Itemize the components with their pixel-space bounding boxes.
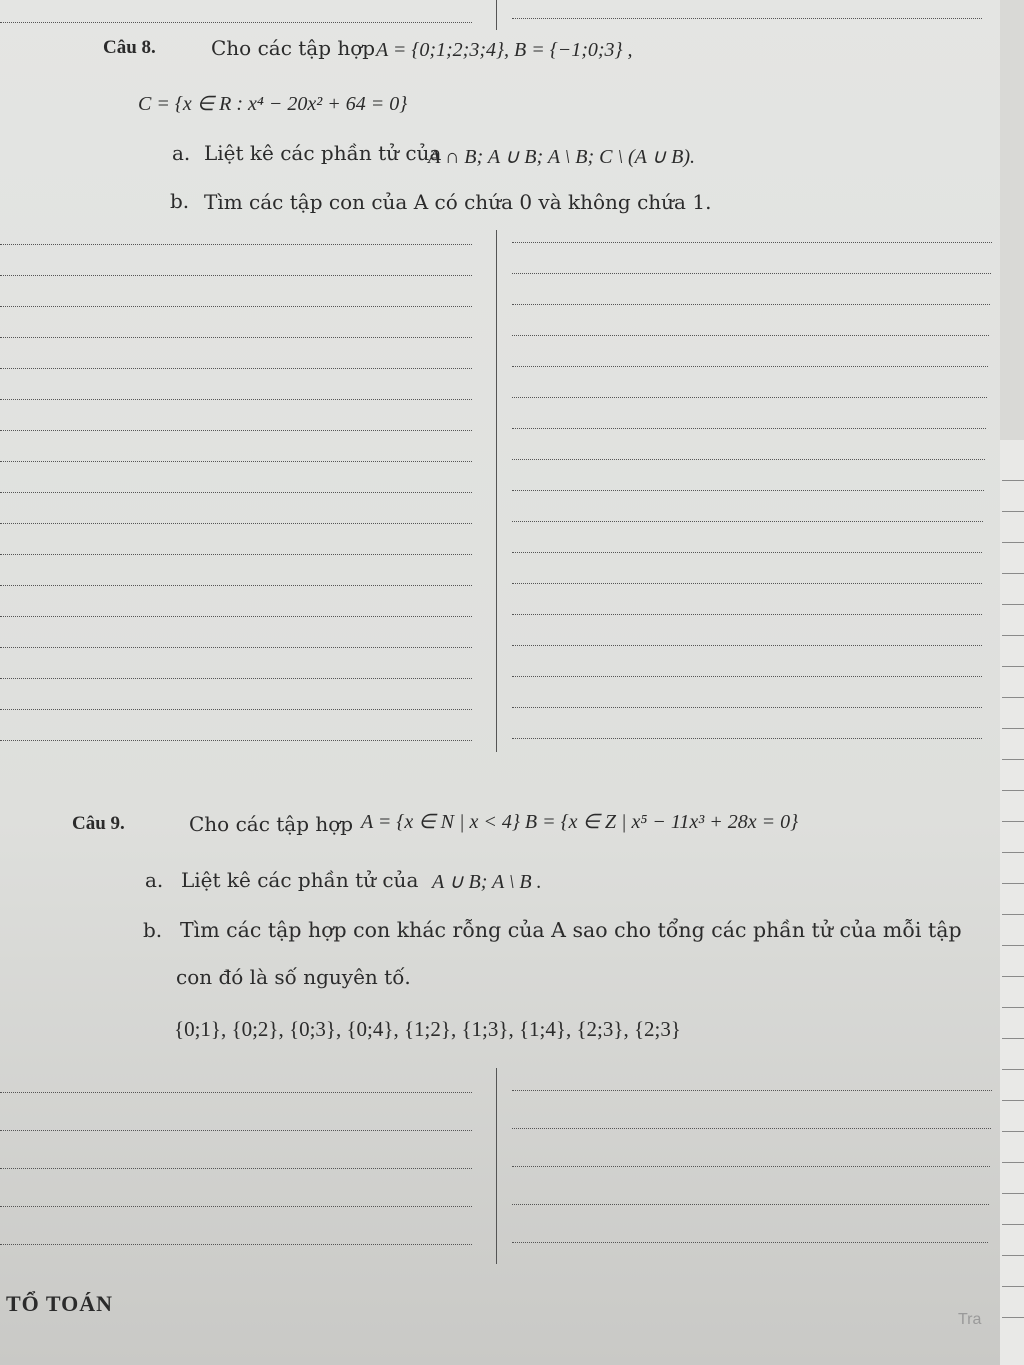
q8-line-left-8	[0, 492, 472, 493]
q9-sets: A = {x ∈ N | x < 4} B = {x ∈ Z | x⁵ − 11x³ + 28x = 0}	[361, 811, 799, 833]
q8-line-left-4	[0, 368, 472, 369]
q8-line-right-14	[512, 676, 982, 677]
q8-line-left-5	[0, 399, 472, 400]
q8-line-right-13	[512, 645, 982, 646]
q8-line-left-10	[0, 554, 472, 555]
q8-line-left-9	[0, 523, 472, 524]
edge-line-26	[1002, 1286, 1024, 1287]
q8-a-math: A ∩ B; A ∪ B; A \ B; C \ (A ∪ B).	[428, 146, 696, 168]
q8-b-marker: b.	[170, 189, 190, 213]
footer-department: TỔ TOÁN	[6, 1291, 114, 1316]
q8-line-left-2	[0, 306, 472, 307]
q9-intro: Cho các tập hợp	[189, 812, 354, 836]
edge-line-23	[1002, 1193, 1024, 1194]
q8-line-left-0	[0, 244, 472, 245]
q8-sets-ab: A = {0;1;2;3;4}, B = {−1;0;3} ,	[376, 39, 633, 61]
edge-line-5	[1002, 635, 1024, 636]
q9-b-text-line2: con đó là số nguyên tố.	[176, 965, 411, 989]
edge-line-21	[1002, 1131, 1024, 1132]
q9-b-text-line1: Tìm các tập hợp con khác rỗng của A sao cho tổng các phần tử của mỗi tập	[180, 918, 962, 942]
edge-line-14	[1002, 914, 1024, 915]
edge-line-25	[1002, 1255, 1024, 1256]
q9-a-marker: a.	[145, 868, 164, 892]
q9-line-left-2	[0, 1168, 472, 1169]
top-rule-left	[0, 22, 472, 23]
edge-line-18	[1002, 1038, 1024, 1039]
q8-line-right-4	[512, 366, 988, 367]
q8-line-left-12	[0, 616, 472, 617]
q8-line-right-15	[512, 707, 982, 708]
edge-line-16	[1002, 976, 1024, 977]
edge-line-2	[1002, 542, 1024, 543]
q8-line-left-16	[0, 740, 472, 741]
q8-intro: Cho các tập hợp	[211, 36, 376, 60]
edge-line-20	[1002, 1100, 1024, 1101]
q8-line-right-7	[512, 459, 985, 460]
q9-line-left-1	[0, 1130, 472, 1131]
q8-line-left-14	[0, 678, 472, 679]
underlying-page-edge	[1000, 440, 1024, 1365]
q8-a-text: Liệt kê các phần tử của	[204, 141, 442, 165]
q8-a-marker: a.	[172, 141, 191, 165]
q9-line-left-4	[0, 1244, 472, 1245]
edge-line-8	[1002, 728, 1024, 729]
q9-line-right-2	[512, 1166, 990, 1167]
q9-b-marker: b.	[143, 918, 163, 942]
edge-line-4	[1002, 604, 1024, 605]
q8-line-left-13	[0, 647, 472, 648]
edge-line-6	[1002, 666, 1024, 667]
edge-line-11	[1002, 821, 1024, 822]
edge-line-24	[1002, 1224, 1024, 1225]
q8-line-right-16	[512, 738, 982, 739]
q8-line-right-8	[512, 490, 984, 491]
q8-set-c: C = {x ∈ R : x⁴ − 20x² + 64 = 0}	[138, 93, 408, 115]
q9-column-divider	[496, 1068, 497, 1264]
q8-b-text: Tìm các tập con của A có chứa 0 và không chứa 1.	[204, 190, 712, 214]
q8-line-left-15	[0, 709, 472, 710]
edge-line-9	[1002, 759, 1024, 760]
q8-column-divider	[496, 230, 497, 752]
q9-a-text: Liệt kê các phần tử của	[181, 868, 419, 892]
q9-line-right-3	[512, 1204, 989, 1205]
edge-line-15	[1002, 945, 1024, 946]
q8-line-right-0	[512, 242, 992, 243]
edge-line-7	[1002, 697, 1024, 698]
edge-line-10	[1002, 790, 1024, 791]
q9-handwritten-answer: {0;1}, {0;2}, {0;3}, {0;4}, {1;2}, {1;3}, {1;4}, {2;3}, {2;3}	[174, 1017, 681, 1041]
q8-line-left-3	[0, 337, 472, 338]
q8-line-left-6	[0, 430, 472, 431]
q8-line-right-12	[512, 614, 982, 615]
q8-line-left-1	[0, 275, 472, 276]
edge-line-19	[1002, 1069, 1024, 1070]
q9-label: Câu 9.	[72, 813, 125, 834]
edge-line-12	[1002, 852, 1024, 853]
q9-line-left-3	[0, 1206, 472, 1207]
q8-label: Câu 8.	[103, 37, 156, 58]
top-rule-right	[512, 18, 982, 19]
edge-line-17	[1002, 1007, 1024, 1008]
edge-line-13	[1002, 883, 1024, 884]
q9-line-right-1	[512, 1128, 991, 1129]
footer-corner-text: Tra	[958, 1311, 982, 1328]
q9-line-left-0	[0, 1092, 472, 1093]
q8-line-right-3	[512, 335, 989, 336]
edge-line-1	[1002, 511, 1024, 512]
q8-line-right-1	[512, 273, 991, 274]
q8-line-right-5	[512, 397, 987, 398]
q8-line-left-7	[0, 461, 472, 462]
q8-line-right-9	[512, 521, 983, 522]
edge-line-27	[1002, 1317, 1024, 1318]
q8-line-right-2	[512, 304, 990, 305]
q8-line-right-11	[512, 583, 982, 584]
q9-line-right-4	[512, 1242, 988, 1243]
q9-a-math: A ∪ B; A \ B .	[432, 871, 542, 893]
q8-line-right-10	[512, 552, 982, 553]
edge-line-22	[1002, 1162, 1024, 1163]
q8-line-right-6	[512, 428, 986, 429]
top-column-divider	[496, 0, 497, 30]
edge-line-3	[1002, 573, 1024, 574]
edge-line-0	[1002, 480, 1024, 481]
q9-line-right-0	[512, 1090, 992, 1091]
q8-line-left-11	[0, 585, 472, 586]
